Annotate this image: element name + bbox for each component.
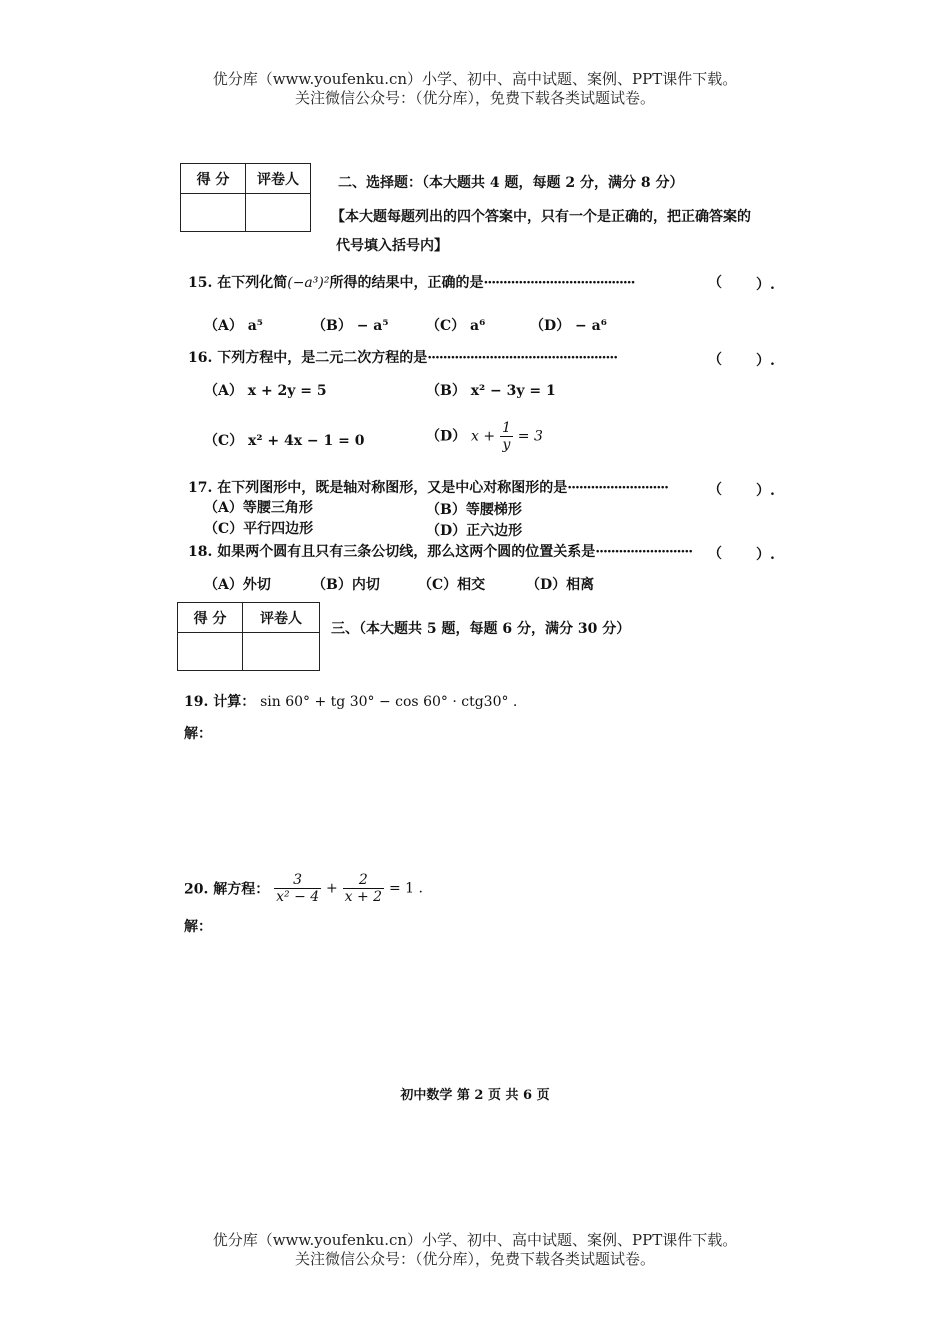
watermark-bottom-line1: 优分库（www.youfenku.cn）小学、初中、高中试题、案例、PPT课件下载。 [212, 1231, 738, 1249]
q17-option-a[interactable]: （A）等腰三角形 [204, 500, 313, 516]
grader-header: 评卷人 [243, 603, 320, 633]
q15-stem [188, 272, 635, 292]
q15-answer-paren-close: ）. [756, 277, 775, 293]
q18-option-d[interactable]: （D）相离 [526, 577, 595, 593]
q15-expr: (−a³)² [287, 275, 330, 291]
watermark-top-line2: 关注微信公众号：（优分库），免费下载各类试题试卷。 [294, 89, 655, 107]
q19-answer-label: 解： [184, 726, 212, 742]
q16-leader-dots: ················································· [427, 350, 618, 366]
q20-f2-denominator: x + 2 [344, 889, 383, 905]
grader-cell[interactable] [243, 633, 320, 671]
score-box-section2 [180, 163, 311, 232]
q19-expression: sin 60° + tg 30° − cos 60° · ctg30° . [260, 694, 518, 710]
q15-leader-dots: ······································· [483, 275, 635, 291]
q15-option-b[interactable]: （B） − a⁵ [312, 318, 389, 334]
q17-leader-dots: ·························· [567, 480, 668, 496]
q16-answer-paren-open: （ [708, 352, 722, 368]
q18-option-c[interactable]: （C）相交 [418, 577, 486, 593]
section2-title: 二、选择题：（本大题共 4 题，每题 2 分，满分 8 分） [338, 175, 684, 191]
q20-fraction-1 [274, 872, 321, 905]
q20-plus: + [326, 880, 338, 897]
q16-option-b[interactable]: （B） x² − 3y = 1 [426, 383, 556, 399]
score-cell[interactable] [181, 194, 246, 232]
q18-answer-paren-close: ）. [756, 547, 775, 563]
q17-stem-text: 17. 在下列图形中，既是轴对称图形，又是中心对称图形的是 [188, 480, 568, 496]
q20-f2-numerator: 2 [343, 872, 384, 889]
q15-stem-post: 所得的结果中，正确的是 [329, 275, 484, 291]
q16-option-c[interactable]: （C） x² + 4x − 1 = 0 [204, 433, 365, 449]
q18-stem-text: 18. 如果两个圆有且只有三条公切线，那么这两个圆的位置关系是 [188, 544, 596, 560]
grader-cell[interactable] [246, 194, 311, 232]
q17-answer-paren-close: ）. [756, 483, 775, 499]
score-cell[interactable] [178, 633, 243, 671]
q20-f1-denominator: x² − 4 [276, 889, 320, 905]
q15-option-a[interactable]: （A） a⁵ [204, 318, 263, 334]
q20-f1-numerator: 3 [274, 872, 321, 889]
q17-answer-paren-open: （ [708, 482, 722, 498]
q16-option-d-pre: x + [471, 428, 496, 445]
q15-stem-pre: 15. 在下列化简 [188, 275, 288, 291]
q16-option-a[interactable]: （A） x + 2y = 5 [204, 383, 327, 399]
q16-d-denominator: y [502, 437, 511, 453]
q15-option-c[interactable]: （C） a⁶ [426, 318, 486, 334]
q16-d-numerator: 1 [501, 420, 511, 436]
grader-header: 评卷人 [246, 164, 311, 194]
q20-stem [184, 872, 423, 905]
q17-option-c[interactable]: （C）平行四边形 [204, 521, 314, 537]
page-footer: 初中数学 第 2 页 共 6 页 [400, 1088, 550, 1103]
score-header: 得 分 [181, 164, 246, 194]
q18-stem [188, 541, 692, 561]
section2-note-line2: 代号填入括号内】 [336, 238, 448, 254]
q20-fraction-2 [343, 872, 384, 905]
q18-option-a[interactable]: （A）外切 [204, 577, 271, 593]
section3-title: 三、（本大题共 5 题，每题 6 分，满分 30 分） [331, 621, 631, 637]
q16-answer-paren-close: ）. [756, 353, 775, 369]
watermark-bottom-line2: 关注微信公众号：（优分库），免费下载各类试题试卷。 [294, 1250, 655, 1268]
q16-option-d-fraction [500, 420, 513, 453]
q17-option-b[interactable]: （B）等腰梯形 [426, 502, 522, 518]
q20-label: 20. 解方程： [184, 881, 270, 898]
q15-answer-paren-open: （ [708, 275, 722, 291]
q16-option-d-label: （D） [426, 428, 467, 445]
q18-answer-paren-open: （ [708, 546, 722, 562]
q17-option-d[interactable]: （D）正六边形 [426, 523, 523, 539]
q16-stem-text: 16. 下列方程中，是二元二次方程的是 [188, 350, 428, 366]
score-header: 得 分 [178, 603, 243, 633]
q20-answer-label: 解： [184, 919, 212, 935]
q17-stem [188, 477, 668, 497]
watermark-top-line1: 优分库（www.youfenku.cn）小学、初中、高中试题、案例、PPT课件下载。 [212, 70, 738, 88]
q16-option-d-post: = 3 [517, 428, 543, 445]
q18-leader-dots: ························· [595, 544, 693, 560]
q16-option-d[interactable] [426, 420, 543, 453]
q19-stem [184, 691, 517, 711]
q18-option-b[interactable]: （B）内切 [312, 577, 380, 593]
q15-option-d[interactable]: （D） − a⁶ [530, 318, 607, 334]
q20-tail: = 1 . [388, 880, 423, 897]
q16-stem [188, 347, 617, 367]
section2-note-line1: 【本大题每题列出的四个答案中，只有一个是正确的，把正确答案的 [331, 209, 751, 225]
q19-label: 19. 计算： [184, 694, 256, 710]
score-box-section3 [177, 602, 320, 671]
